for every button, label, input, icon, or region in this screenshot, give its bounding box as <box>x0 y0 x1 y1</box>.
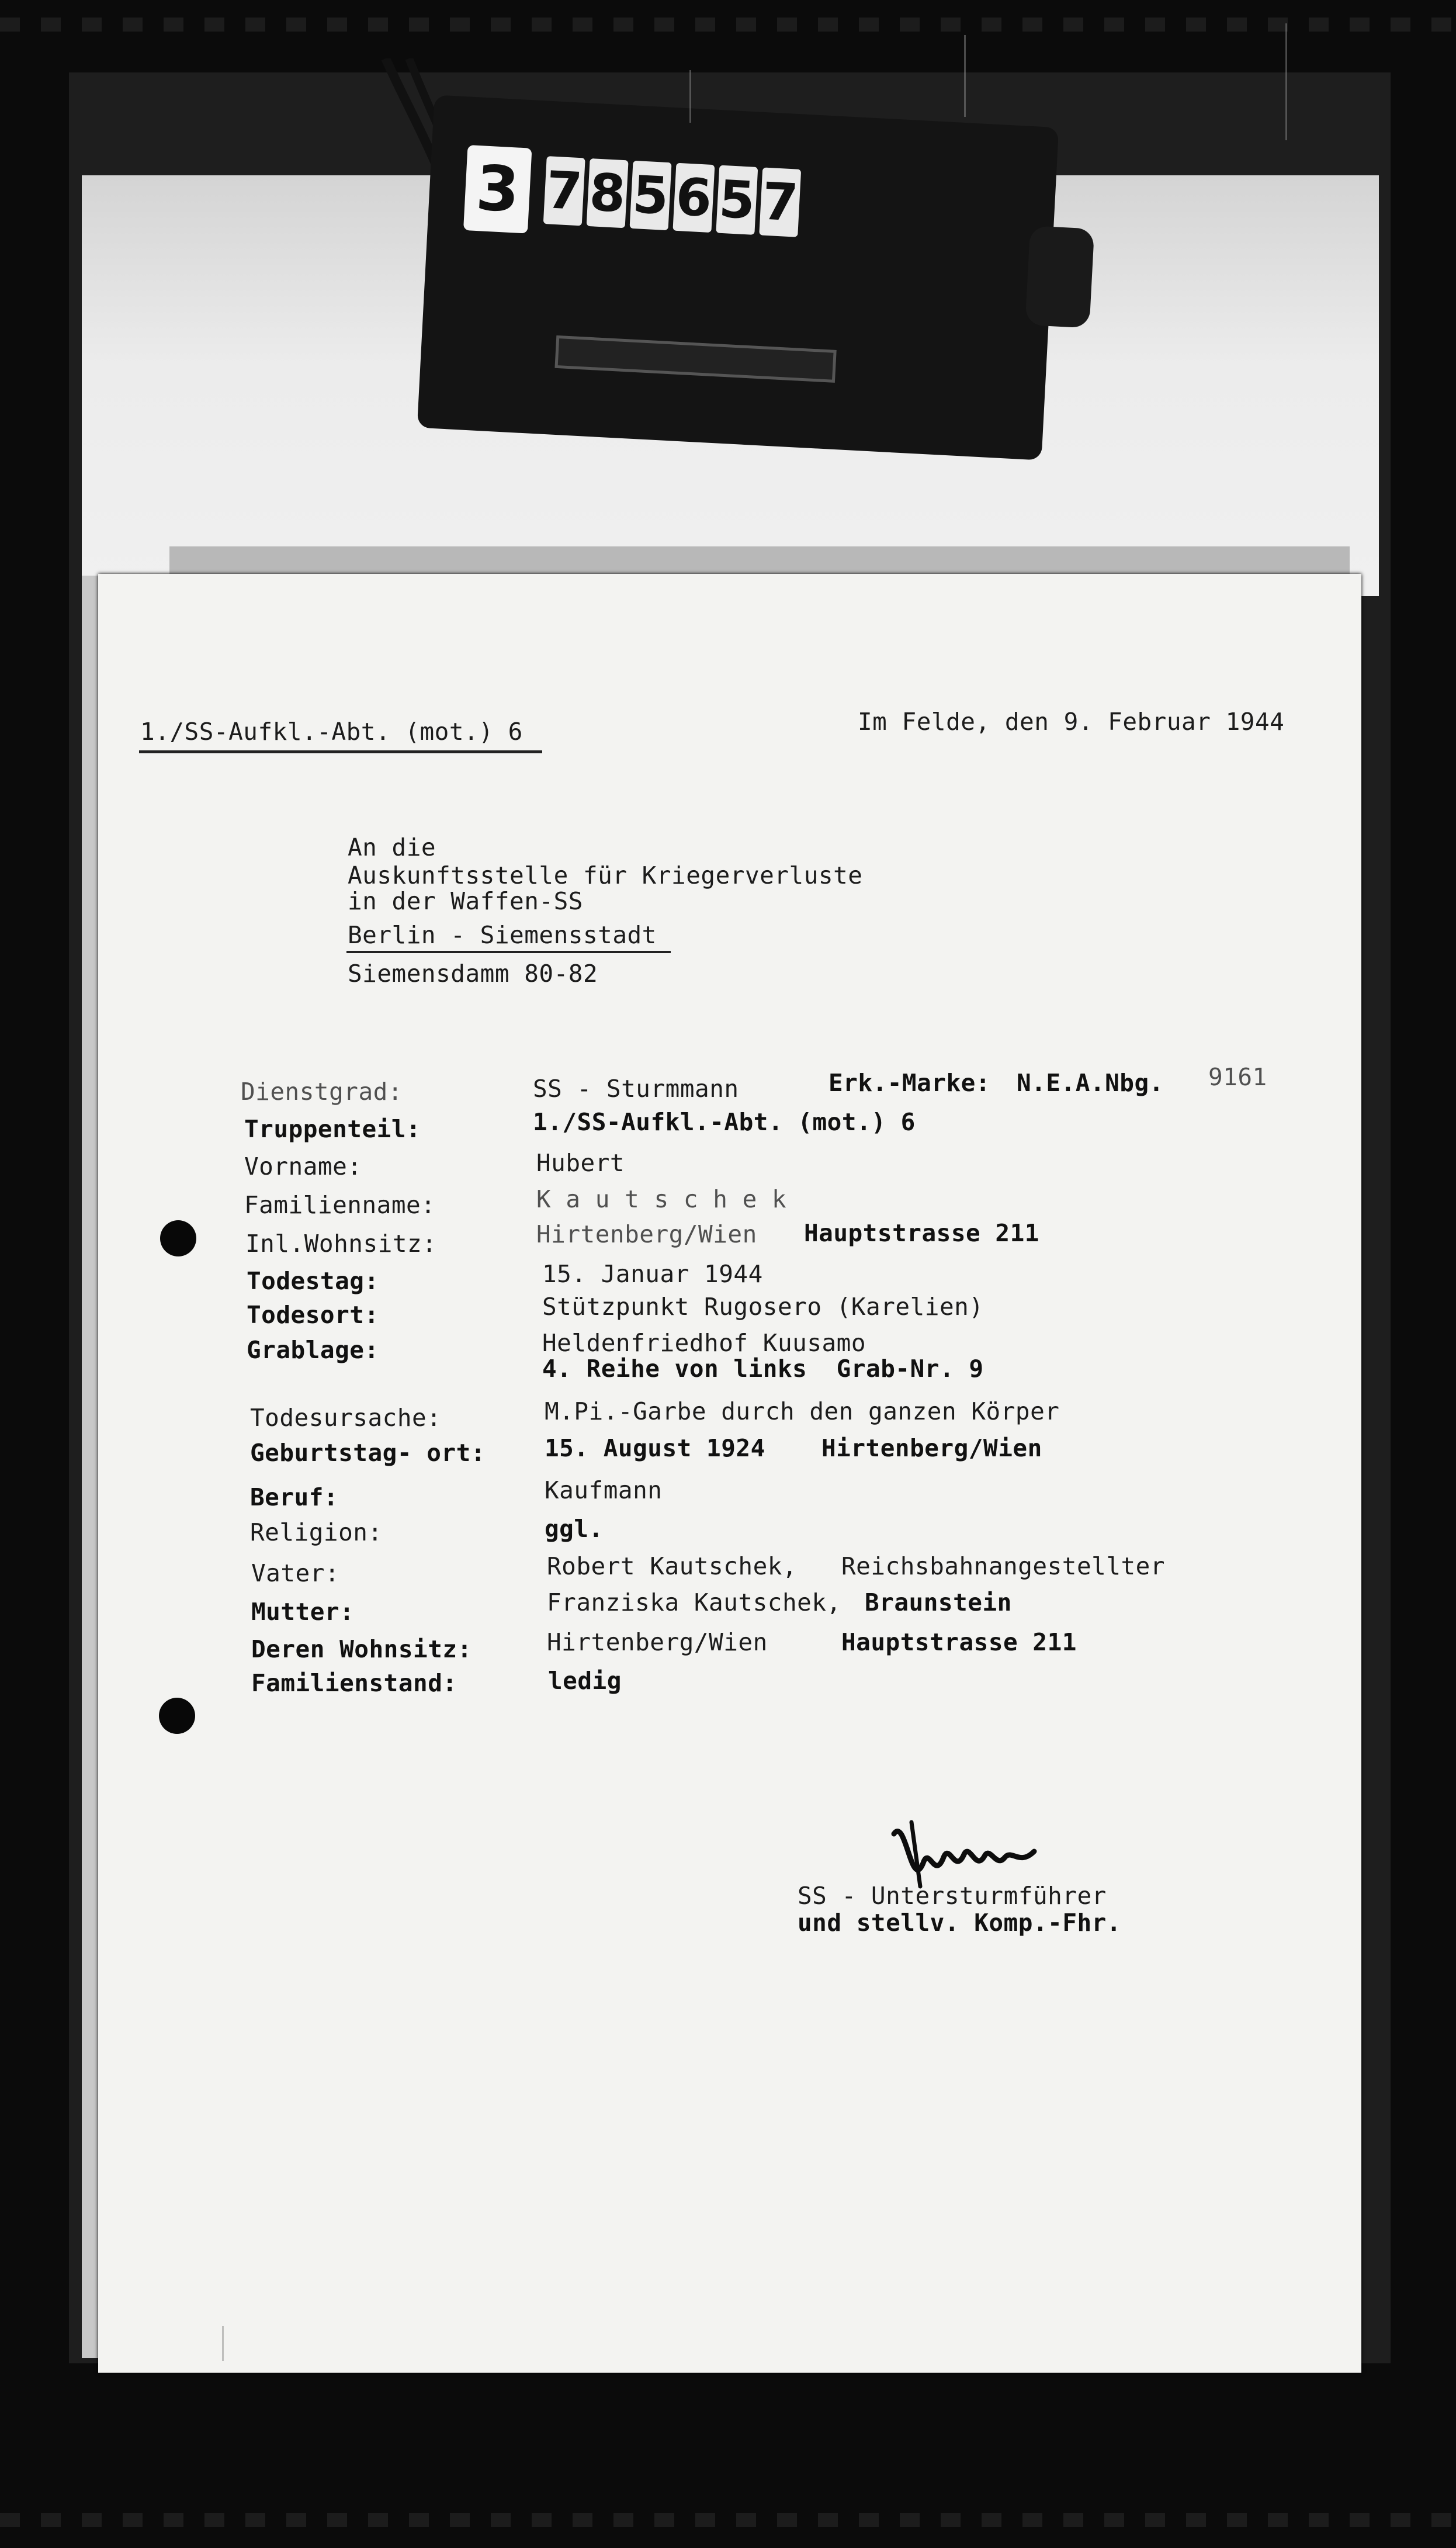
clamp-knob <box>1025 226 1094 328</box>
field-value-familienstand: ledig <box>548 1667 622 1695</box>
field-label: Dienstgrad: <box>241 1078 403 1106</box>
film-edge-top <box>0 18 1456 32</box>
recipient-line: Siemensdamm 80-82 <box>348 960 598 988</box>
field-label: Beruf: <box>250 1483 339 1511</box>
field-value-beruf: Kaufmann <box>545 1476 663 1504</box>
field-label: Todesursache: <box>250 1404 442 1432</box>
recipient-line: in der Waffen-SS <box>348 887 583 915</box>
counter-digit: 8 <box>587 158 629 228</box>
field-value-mutter: Franziska Kautschek, <box>547 1588 841 1616</box>
field-label: Todestag: <box>247 1267 379 1295</box>
recipient-line: Auskunftsstelle für Kriegerverluste <box>348 861 863 889</box>
unit-underline <box>139 750 542 753</box>
field-label: Familienname: <box>244 1191 436 1219</box>
field-value-vorname: Hubert <box>536 1149 625 1177</box>
punch-hole <box>160 1220 196 1256</box>
counter-digit: 5 <box>716 165 758 235</box>
field-label: Todesort: <box>247 1301 379 1329</box>
counter-digit: 5 <box>630 161 672 230</box>
counter-prefix: 3 <box>463 145 532 234</box>
field-value-vater-beruf: Reichsbahnangestellter <box>841 1552 1166 1580</box>
place-date: Im Felde, den 9. Februar 1944 <box>858 708 1285 736</box>
field-label: Grablage: <box>247 1336 379 1364</box>
erk-marke-number: 9161 <box>1208 1063 1267 1091</box>
counter-digit: 7 <box>759 167 801 237</box>
signoff-rank: SS - Untersturmführer <box>798 1882 1107 1910</box>
field-label: Mutter: <box>251 1598 355 1626</box>
field-value-dienstgrad: SS - Sturmmann <box>533 1075 739 1103</box>
field-value-todesort: Stützpunkt Rugosero (Karelien) <box>542 1293 984 1321</box>
field-value-familienname: K a u t s c h e k <box>536 1185 787 1213</box>
unit-heading: 1./SS-Aufkl.-Abt. (mot.) 6 <box>140 718 523 746</box>
field-value-religion: ggl. <box>545 1515 604 1543</box>
signoff-role: und stellv. Komp.-Fhr. <box>798 1909 1122 1937</box>
field-label: Deren Wohnsitz: <box>251 1635 472 1663</box>
field-value-deren-wohnsitz: Hirtenberg/Wien <box>547 1628 768 1656</box>
erk-marke-label: Erk.-Marke: <box>828 1069 991 1097</box>
recipient-line: An die <box>348 833 436 861</box>
field-value-geburtsort: Hirtenberg/Wien <box>821 1434 1042 1462</box>
sheet-edge-shadow <box>169 546 1350 576</box>
field-value-todesursache: M.Pi.-Garbe durch den ganzen Körper <box>545 1397 1060 1425</box>
document-page <box>98 574 1361 2373</box>
field-value-geburtstag: 15. August 1924 <box>545 1434 765 1462</box>
film-scratch <box>1285 23 1287 140</box>
film-scratch <box>964 35 966 117</box>
field-value-vater: Robert Kautschek, <box>547 1552 798 1580</box>
field-value-grablage: Heldenfriedhof Kuusamo <box>542 1329 866 1357</box>
field-label: Vorname: <box>244 1152 362 1180</box>
counter-digit: 7 <box>543 156 585 226</box>
recipient-line: Berlin - Siemensstadt <box>348 921 657 949</box>
field-value-todestag: 15. Januar 1944 <box>542 1260 763 1288</box>
field-value-truppenteil: 1./SS-Aufkl.-Abt. (mot.) 6 <box>533 1108 916 1136</box>
field-label: Familienstand: <box>251 1669 457 1697</box>
erk-marke-value: N.E.A.Nbg. <box>1017 1069 1164 1097</box>
film-edge-bottom <box>0 2513 1456 2527</box>
field-label: Vater: <box>251 1559 340 1587</box>
field-label: Geburtstag- ort: <box>250 1439 486 1467</box>
counter-digit: 6 <box>672 163 715 233</box>
punch-hole <box>159 1698 195 1734</box>
film-scratch <box>222 2326 224 2361</box>
field-value-mutter-geborene: Braunstein <box>865 1588 1012 1616</box>
field-label: Truppenteil: <box>244 1115 421 1143</box>
field-value-wohnsitz-street: Hauptstrasse 211 <box>804 1219 1039 1247</box>
field-value-wohnsitz: Hirtenberg/Wien <box>536 1220 757 1248</box>
field-label: Inl.Wohnsitz: <box>245 1230 437 1258</box>
recipient-underline <box>346 951 671 953</box>
clamp-slot <box>554 335 836 383</box>
field-value-grablage-row: 4. Reihe von links Grab-Nr. 9 <box>542 1355 984 1383</box>
film-scratch <box>689 70 691 123</box>
field-value-deren-wohnsitz-street: Hauptstrasse 211 <box>841 1628 1077 1656</box>
field-label: Religion: <box>250 1518 383 1546</box>
